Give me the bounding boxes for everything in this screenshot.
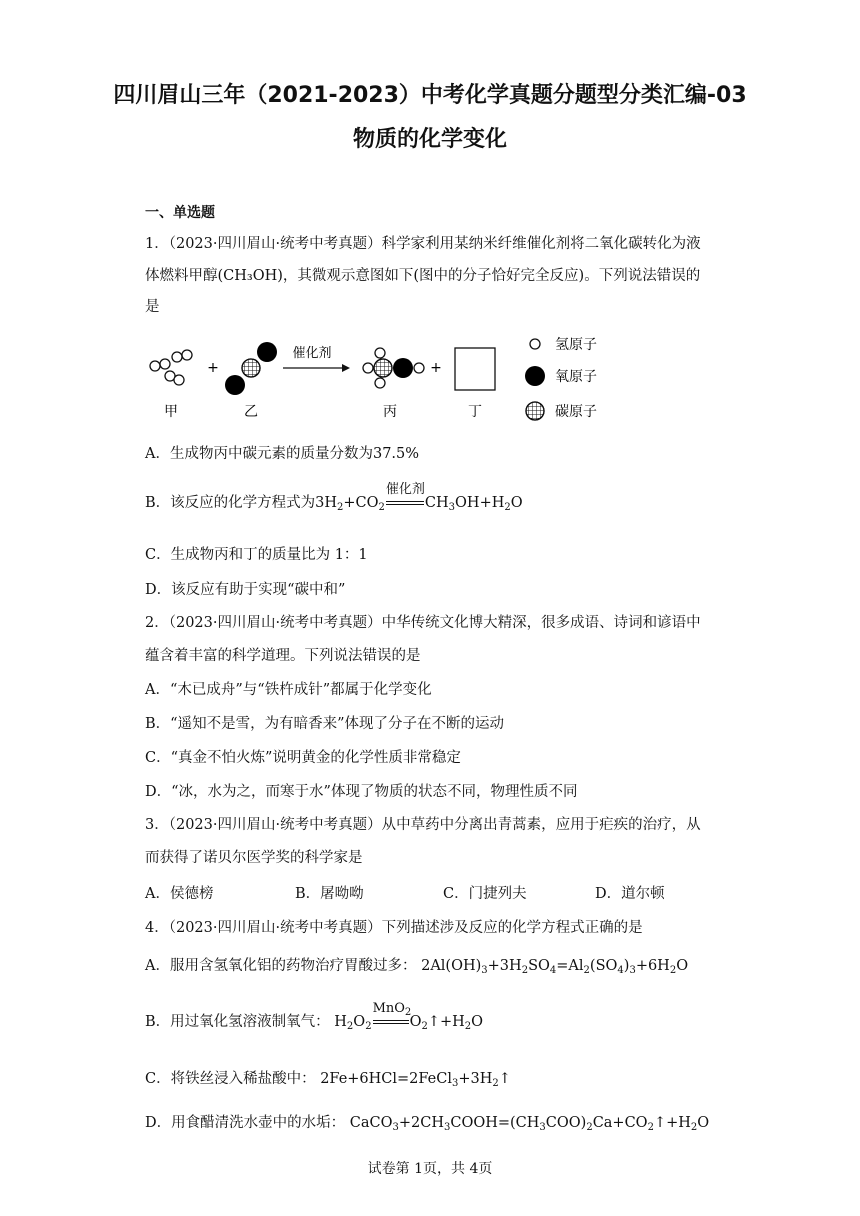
q3-line1: 3．（2023·四川眉山·统考中考真题）从中草药中分离出青蒿素，应用于疟疾的治疗，从 [145, 817, 701, 833]
q3-option-a: A．侯德榜 [145, 886, 214, 902]
q1-option-c: C．生成物丙和丁的质量比为 1：1 [145, 547, 368, 563]
q1-b-condition: 催化剂 [385, 482, 425, 497]
legend-hydrogen: 氢原子 [555, 337, 597, 353]
section-heading: 一、单选题 [145, 205, 215, 221]
q3-option-d: D．道尔顿 [595, 886, 665, 902]
legend-oxygen: 氧原子 [555, 369, 597, 385]
q3-line2: 而获得了诺贝尔医学奖的科学家是 [145, 850, 363, 866]
carbon-dioxide-molecule-icon [225, 342, 277, 395]
arrow-catalyst-label: 催化剂 [292, 346, 332, 361]
page-title-line2: 物质的化学变化 [352, 127, 507, 152]
q1-option-a: A．生成物丙中碳元素的质量分数为37.5% [145, 446, 420, 462]
q2-option-a: A．“木已成舟”与“铁杵成针”都属于化学变化 [145, 682, 432, 698]
q4-option-b: B．用过氧化氢溶液制氧气： $H_2O_2$ MnO$_2$ $O_2↑+H_2O$ [145, 1001, 484, 1032]
legend-carbon: 碳原子 [555, 404, 597, 420]
q4-option-c: C．将铁丝浸入稀盐酸中： $2Fe+6HCl=2FeCl_3+3H_2↑$ [145, 1071, 511, 1089]
q2-option-c: C．“真金不怕火炼”说明黄金的化学性质非常稳定 [145, 750, 461, 766]
svg-text:+: + [207, 360, 219, 376]
label-jia: 甲 [164, 404, 178, 420]
page-title-line1: 四川眉山三年（2021-2023）中考化学真题分题型分类汇编-03 [113, 83, 747, 108]
methanol-molecule-icon [363, 348, 424, 388]
hydrogen-molecules-icon [150, 350, 192, 385]
reaction-microscopic-diagram [140, 330, 620, 430]
label-ding: 丁 [468, 404, 482, 420]
carbon-atom-icon [526, 402, 544, 420]
q4-option-d: D．用食醋清洗水壶中的水垢： $CaCO_3+2CH_3COOH=(CH_3COO)_2Ca+CO_2↑+H_2O$ [145, 1115, 710, 1133]
q2-option-d: D．“冰，水为之，而寒于水”体现了物质的状态不同，物理性质不同 [145, 784, 578, 800]
q4-line1: 4．（2023·四川眉山·统考中考真题）下列描述涉及反应的化学方程式正确的是 [145, 920, 643, 936]
label-yi: 乙 [244, 404, 258, 420]
q2-option-b: B．“遥知不是雪，为有暗香来”体现了分子在不断的运动 [145, 716, 504, 732]
q1-line3: 是 [145, 299, 160, 315]
q4-b-condition: MnO [372, 1001, 405, 1016]
unknown-product-box [455, 348, 495, 390]
q1-line2: 体燃料甲醇(CH₃OH)，其微观示意图如下(图中的分子恰好完全反应)。下列说法错误的 [145, 268, 701, 284]
page-footer: 试卷第 1页，共 4页 [367, 1161, 493, 1177]
svg-text:+: + [430, 360, 442, 376]
q1-option-b: B．该反应的化学方程式为$3H_2+CO_2$ 催化剂 $CH_3OH+H_2O$ [145, 482, 523, 513]
hydrogen-atom-icon [530, 339, 540, 349]
q2-line1: 2．（2023·四川眉山·统考中考真题）中华传统文化博大精深，很多成语、诗词和谚语中 [145, 615, 701, 631]
q3-option-c: C．门捷列夫 [443, 886, 527, 902]
q1-option-d: D．该反应有助于实现“碳中和” [145, 582, 346, 598]
q2-line2: 蕴含着丰富的科学道理。下列说法错误的是 [145, 648, 421, 664]
q3-option-b: B．屠呦呦 [295, 886, 364, 902]
label-bing: 丙 [383, 404, 397, 420]
oxygen-atom-icon [525, 366, 545, 386]
q1-line1: 1．（2023·四川眉山·统考中考真题）科学家利用某纳米纤维催化剂将二氧化碳转化为液 [145, 236, 701, 252]
q4-option-a: A．服用含氢氧化铝的药物治疗胃酸过多： $2Al(OH)_3+3H_2SO_4=Al_2(SO_4)_3+6H_2O$ [145, 958, 689, 976]
